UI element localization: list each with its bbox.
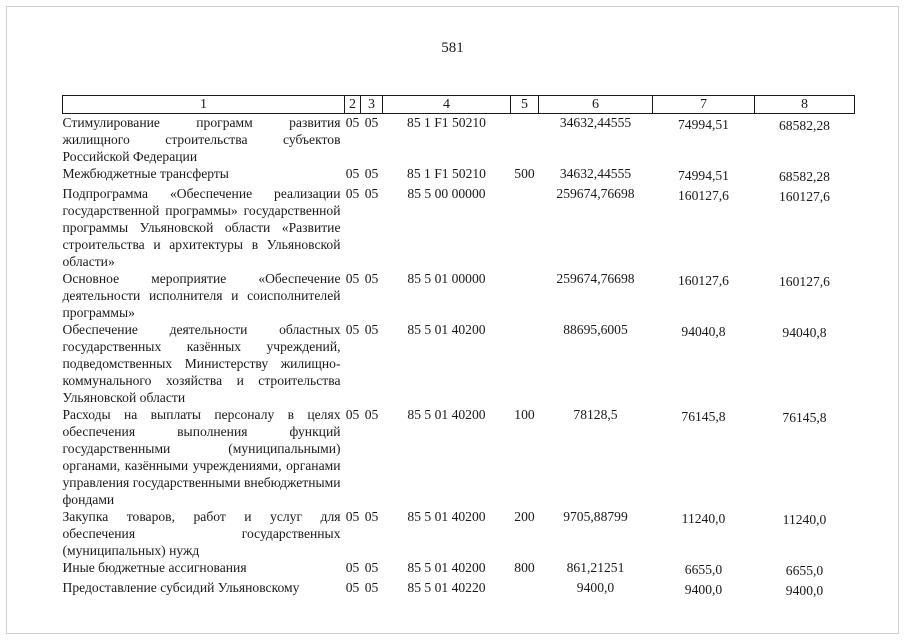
row-section: 05: [345, 166, 360, 181]
row-amount-col7: 9400,0: [684, 582, 723, 597]
header-col-7: 7: [653, 96, 755, 114]
row-target-code: 85 1 F1 50210: [407, 166, 486, 181]
row-subsection: 05: [364, 580, 379, 595]
row-expense-type: [511, 321, 539, 406]
header-row: [63, 96, 855, 114]
table-row: [63, 185, 855, 270]
row-section: 05: [345, 115, 360, 130]
header-col-4: 4: [383, 96, 511, 114]
row-target-code: 85 5 01 00000: [407, 271, 486, 286]
row-name: Иные бюджетные ассигнования: [62, 560, 247, 575]
row-target-code: 85 5 01 40200: [407, 560, 486, 575]
row-amount-col7: 6655,0: [684, 562, 723, 577]
budget-table: [62, 95, 855, 599]
row-target-code: 85 5 01 40200: [407, 407, 486, 422]
row-amount-col8: 76145,8: [782, 410, 827, 425]
row-target-code: 85 5 00 00000: [407, 186, 486, 201]
row-section: 05: [345, 509, 360, 524]
row-expense-type: [511, 114, 539, 166]
row-subsection: 05: [364, 166, 379, 181]
row-expense-type: 200: [514, 509, 535, 524]
table-body: [63, 114, 855, 600]
row-amount-col8: 9400,0: [785, 583, 824, 598]
row-amount-col6: 861,21251: [566, 560, 625, 575]
row-name: Обеспечение деятельности областных государственных казённых учреждений, подведомственных Министерству жилищно-коммунального хозяйства и строительства Ульяновской области: [62, 322, 341, 405]
table-row: [63, 508, 855, 559]
row-amount-col8: 11240,0: [782, 512, 827, 527]
table-row: [63, 579, 855, 599]
row-amount-col7: 94040,8: [681, 324, 726, 339]
row-name: Подпрограмма «Обеспечение реализации государственной программы» государственной программы Ульяновской области «Развитие строительства и архитектуры в Ульяновской области»: [62, 186, 341, 269]
row-name: Расходы на выплаты персоналу в целях обеспечения выполнения функций государственными (муниципальными) органами, казёнными учреждениями, органами управления государственными внебюджетными фондами: [62, 407, 341, 507]
row-amount-col8: 160127,6: [779, 274, 830, 289]
table-header: [63, 96, 855, 114]
row-section: 05: [345, 186, 360, 201]
header-col-1: 1: [63, 96, 345, 114]
header-col-8: 8: [755, 96, 855, 114]
row-section: 05: [345, 560, 360, 575]
row-amount-col7: 74994,51: [678, 168, 729, 183]
row-amount-col7: 11240,0: [681, 511, 726, 526]
row-expense-type: [511, 270, 539, 321]
header-col-6: 6: [539, 96, 653, 114]
table-row: [63, 114, 855, 166]
row-amount-col8: 68582,28: [779, 118, 830, 133]
table-row: [63, 321, 855, 406]
row-section: 05: [345, 580, 360, 595]
row-subsection: 05: [364, 271, 379, 286]
row-amount-col8: 160127,6: [779, 189, 830, 204]
row-target-code: 85 5 01 40200: [407, 322, 486, 337]
row-amount-col6: 88695,6005: [563, 322, 628, 337]
row-amount-col6: 9400,0: [576, 580, 615, 595]
row-expense-type: 500: [514, 166, 535, 181]
row-amount-col6: 78128,5: [573, 407, 618, 422]
row-name: Основное мероприятие «Обеспечение деятельности исполнителя и соисполнителей программы»: [62, 271, 341, 320]
row-amount-col7: 160127,6: [678, 273, 729, 288]
row-subsection: 05: [364, 560, 379, 575]
row-amount-col7: 160127,6: [678, 188, 729, 203]
row-subsection: 05: [364, 322, 379, 337]
row-amount-col8: 94040,8: [782, 325, 827, 340]
row-name: Стимулирование программ развития жилищного строительства субъектов Российской Федерации: [62, 115, 341, 164]
row-section: 05: [345, 271, 360, 286]
row-subsection: 05: [364, 186, 379, 201]
header-col-3: 3: [361, 96, 383, 114]
row-subsection: 05: [364, 509, 379, 524]
row-amount-col6: 9705,88799: [563, 509, 628, 524]
row-section: 05: [345, 322, 360, 337]
row-name: Предоставление субсидий Ульяновскому: [62, 580, 300, 595]
row-name: Закупка товаров, работ и услуг для обеспечения государственных (муниципальных) нужд: [62, 509, 341, 558]
row-expense-type: [511, 579, 539, 599]
table-row: [63, 165, 855, 185]
row-amount-col6: 259674,76698: [556, 271, 635, 286]
page-number: 581: [441, 40, 464, 56]
row-amount-col6: 34632,44555: [559, 166, 632, 181]
header-col-2: 2: [345, 96, 361, 114]
row-expense-type: 800: [514, 560, 535, 575]
row-expense-type: 100: [514, 407, 535, 422]
header-col-5: 5: [511, 96, 539, 114]
row-target-code: 85 1 F1 50210: [407, 115, 486, 130]
row-name: Межбюджетные трансферты: [62, 166, 229, 181]
row-target-code: 85 5 01 40220: [407, 580, 486, 595]
row-amount-col8: 68582,28: [779, 169, 830, 184]
row-expense-type: [511, 185, 539, 270]
row-amount-col7: 74994,51: [678, 117, 729, 132]
row-amount-col6: 34632,44555: [559, 115, 632, 130]
row-amount-col6: 259674,76698: [556, 186, 635, 201]
row-target-code: 85 5 01 40200: [407, 509, 486, 524]
table-row: [63, 406, 855, 508]
table-row: [63, 270, 855, 321]
row-subsection: 05: [364, 407, 379, 422]
row-subsection: 05: [364, 115, 379, 130]
row-amount-col7: 76145,8: [681, 409, 726, 424]
table-row: [63, 559, 855, 579]
row-section: 05: [345, 407, 360, 422]
row-amount-col8: 6655,0: [785, 563, 824, 578]
